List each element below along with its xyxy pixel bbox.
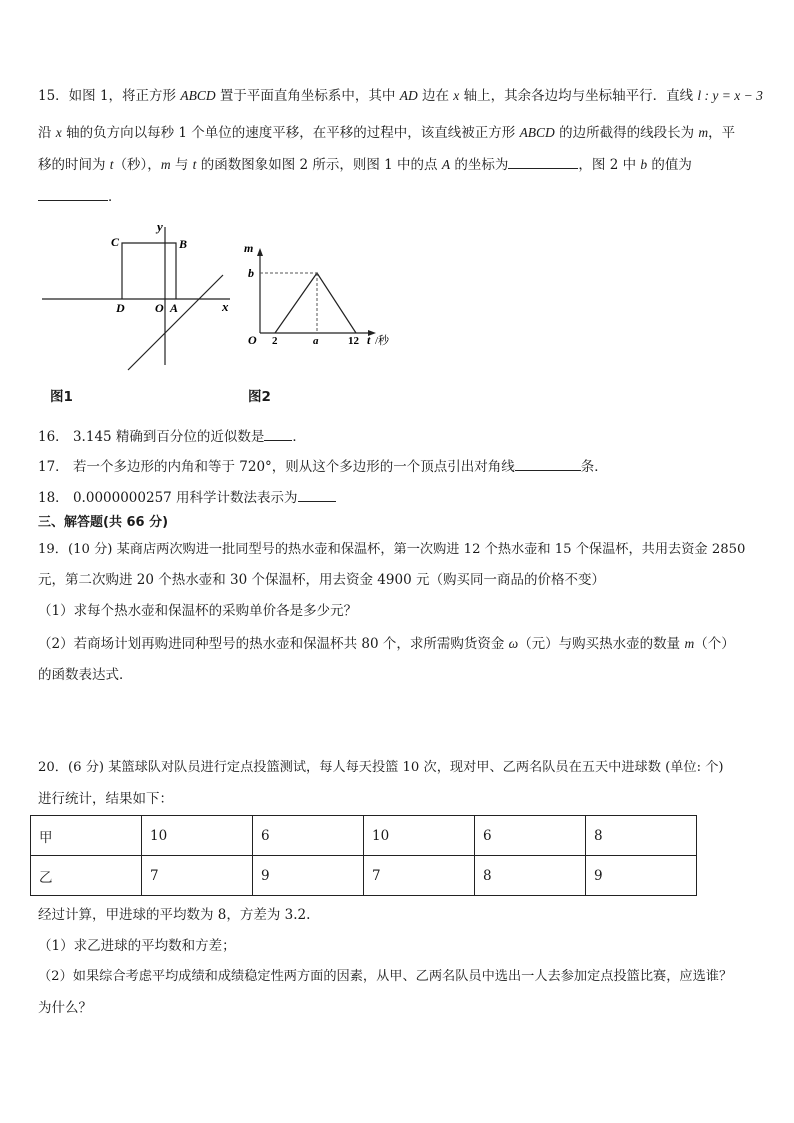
q20-after: 经过计算，甲进球的平均数为 8，方差为 3.2. <box>38 907 311 923</box>
q19-text: （2）若商场计划再购进同种型号的热水壶和保温杯共 80 个，求所需购货资金 <box>38 636 509 652</box>
label-b: B <box>179 237 188 251</box>
label-o: O <box>155 301 164 315</box>
table-cell: 6 <box>475 816 586 856</box>
q18 <box>38 487 336 508</box>
var-t: t <box>192 157 197 172</box>
q17-end: 条． <box>580 459 608 475</box>
q15-text: 的边所截得的线段长为 <box>554 125 699 141</box>
q16 <box>38 426 306 447</box>
line-equation: l : y = x − 3 <box>697 88 763 103</box>
table-cell: 甲 <box>31 816 142 856</box>
q19-text: （元）与购买热水壶的数量 <box>518 636 685 652</box>
answer-blank-a[interactable] <box>508 154 578 169</box>
graph-triangle <box>275 273 356 333</box>
label-a: a <box>313 335 319 347</box>
q15-text: ，图 2 中 <box>578 157 641 173</box>
q15-text: 15．如图 1，将正方形 <box>38 88 181 104</box>
q15-text: ． <box>108 189 122 205</box>
table-cell: 8 <box>475 856 586 896</box>
section-title: 三、解答题(共 66 分) <box>38 515 169 530</box>
table-cell: 9 <box>586 856 697 896</box>
q15-text: ，平 <box>708 125 736 141</box>
q19-line2: 元，第二次购进 20 个热水壶和 30 个保温杯，用去资金 4900 元（购买同一商品的价格不变） <box>38 572 605 588</box>
square-name: ABCD <box>180 88 216 103</box>
table-cell: 10 <box>142 816 253 856</box>
table-cell: 10 <box>364 816 475 856</box>
square-abcd <box>122 243 176 299</box>
q17 <box>38 456 608 477</box>
q18-text: 18． 0.0000000257 用科学计数法表示为 <box>38 490 298 506</box>
q19-part2-cont: 的函数表达式． <box>38 667 133 683</box>
label-o: O <box>248 333 257 347</box>
answer-blank-16[interactable] <box>264 426 292 441</box>
var-m: m <box>684 636 695 651</box>
q15-text: 边在 <box>417 88 454 104</box>
score-table <box>30 815 697 896</box>
answer-blank-b[interactable] <box>38 186 108 201</box>
label-a: A <box>170 301 179 315</box>
label-2: 2 <box>272 335 278 347</box>
table-cell: 乙 <box>31 856 142 896</box>
table-cell: 7 <box>364 856 475 896</box>
label-unit: /秒 <box>375 335 390 347</box>
figure-2 <box>240 238 410 353</box>
figure-1 <box>30 215 240 375</box>
q15-text: 轴上，其余各边均与坐标轴平行．直线 <box>459 88 698 104</box>
q15-text: 移的时间为 <box>38 157 110 173</box>
q16-end: ． <box>292 429 306 445</box>
point-a: A <box>441 157 451 172</box>
q20-part2-cont: 为什么？ <box>38 1000 92 1016</box>
q19-part1: （1）求每个热水壶和保温杯的采购单价各是多少元？ <box>38 603 358 619</box>
answer-blank-18[interactable] <box>298 487 336 502</box>
q20-line2: 进行统计，结果如下： <box>38 791 173 807</box>
q19-text: （个） <box>694 636 735 652</box>
label-t: t <box>367 333 371 347</box>
var-m: m <box>698 125 709 140</box>
q15-text: 与 <box>170 157 193 173</box>
q15-line4 <box>38 186 122 207</box>
var-b: b <box>640 157 648 172</box>
label-m: m <box>244 241 254 255</box>
label-12: 12 <box>348 335 359 347</box>
q20-part2: （2）如果综合考虑平均成绩和成绩稳定性两方面的因素，从甲、乙两名队员中选出一人去参加定点投篮比赛，应选谁？ <box>38 969 733 984</box>
q15-text: 置于平面直角坐标系中，其中 <box>215 88 400 104</box>
label-b: b <box>248 266 254 280</box>
m-axis-arrow <box>257 248 263 256</box>
q15-text: 的坐标为 <box>450 157 509 173</box>
var-t: t <box>109 157 114 172</box>
q15-line2 <box>38 123 735 143</box>
figure-1-caption: 图1 <box>50 389 73 405</box>
label-y: y <box>157 219 163 234</box>
square-name: ABCD <box>519 125 555 140</box>
figure-2-caption: 图2 <box>248 389 271 405</box>
q15-text: 沿 <box>38 125 56 141</box>
q20-part1: （1）求乙进球的平均数和方差； <box>38 938 236 954</box>
label-c: C <box>111 235 120 249</box>
q15-text: 的值为 <box>647 157 692 173</box>
table-cell: 9 <box>253 856 364 896</box>
q17-text: 17． 若一个多边形的内角和等于 720°，则从这个多边形的一个顶点引出对角线 <box>38 459 515 475</box>
q15-line3 <box>38 154 692 175</box>
q16-text: 16． 3.145 精确到百分位的近似数是 <box>38 429 265 445</box>
q15-text: 的函数图象如图 2 所示，则图 1 中的点 <box>196 157 442 173</box>
var-omega: ω <box>508 636 519 651</box>
table-cell: 7 <box>142 856 253 896</box>
var-x: x <box>55 125 62 140</box>
var-x: x <box>453 88 460 103</box>
table-cell: 8 <box>586 816 697 856</box>
q15-text: （秒）， <box>113 157 161 173</box>
table-row <box>31 816 697 856</box>
table-cell: 6 <box>253 816 364 856</box>
q15-text: 轴的负方向以每秒 1 个单位的速度平移，在平移的过程中，该直线被正方形 <box>61 125 520 141</box>
var-m: m <box>160 157 171 172</box>
q20-line1: 20．(6 分) 某篮球队对队员进行定点投篮测试，每人每天投篮 10 次，现对甲、乙两名队员在五天中进球数 (单位: 个) <box>38 760 724 775</box>
answer-blank-17[interactable] <box>515 456 581 471</box>
q15-line1 <box>38 86 763 106</box>
label-d: D <box>116 301 125 315</box>
side-ad: AD <box>399 88 418 103</box>
q19-line1: 19．(10 分) 某商店两次购进一批同型号的热水壶和保温杯，第一次购进 12 个热水壶和 15 个保温杯，共用去资金 2850 <box>38 542 746 557</box>
table-row <box>31 856 697 896</box>
q19-part2 <box>38 634 735 654</box>
label-x: x <box>222 299 229 314</box>
